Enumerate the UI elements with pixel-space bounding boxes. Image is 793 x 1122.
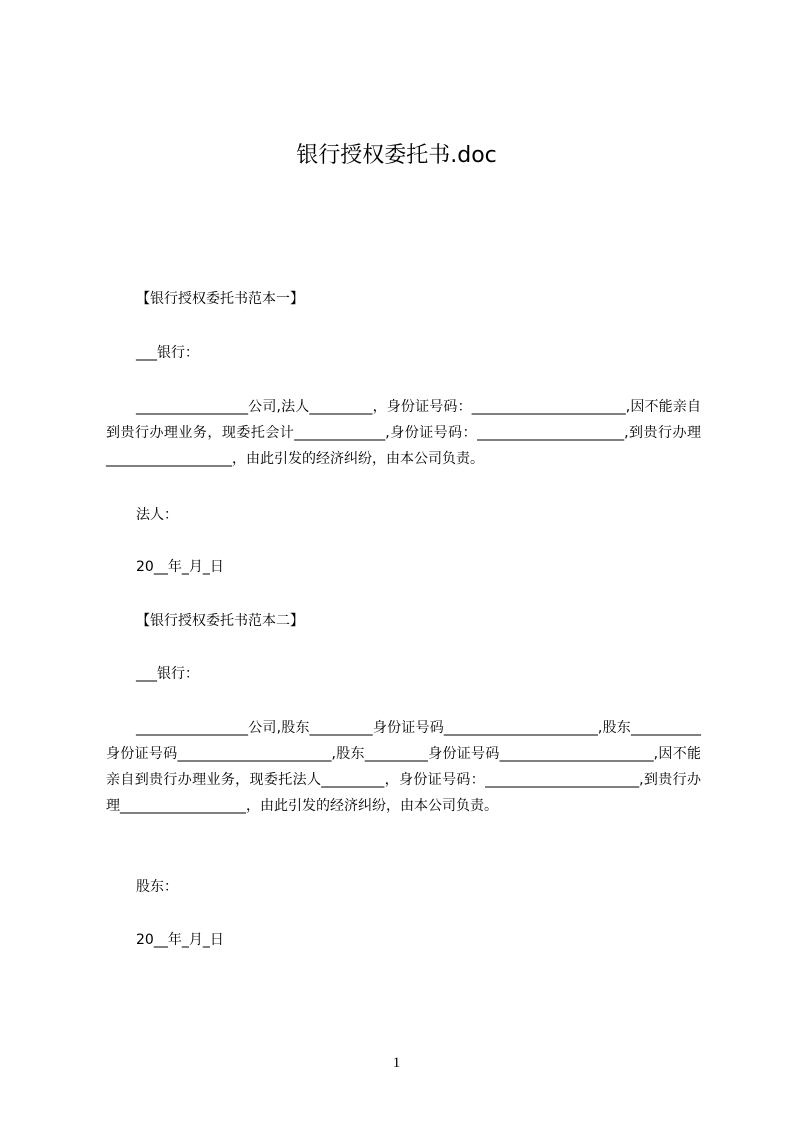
template-two-body: ________________公司,股东_________身份证号码______________________,股东__________身份证号码______________________,股东_________身份证号码______________________,因不能亲自到贵行办理业务，现委托法人_________，身份证号码：______________________,到贵行办理__________________，由此引发的经济纠纷，由本公司负责。 xyxy=(106,720,701,814)
document-title: 银行授权委托书.doc xyxy=(296,143,497,168)
template-two-signatory: 股东： xyxy=(136,879,178,895)
page-number: 1 xyxy=(392,1055,401,1071)
template-one-salutation: ___银行： xyxy=(136,345,199,361)
template-two-salutation: ___银行： xyxy=(136,666,199,682)
template-one-heading: 【银行授权委托书范本一】 xyxy=(136,291,304,307)
template-two-date: 20__年_月_日 xyxy=(136,932,224,948)
template-one-body: ________________公司,法人_________，身份证号码：______________________,因不能亲自到贵行办理业务，现委托会计_____________,身份证号码：_____________________,到贵行办理__________________，由此引发的经济纠纷，由本公司负责。 xyxy=(106,399,701,467)
template-two-heading: 【银行授权委托书范本二】 xyxy=(136,613,304,629)
template-one-date: 20__年_月_日 xyxy=(136,559,224,575)
template-one-signatory: 法人： xyxy=(136,507,178,523)
